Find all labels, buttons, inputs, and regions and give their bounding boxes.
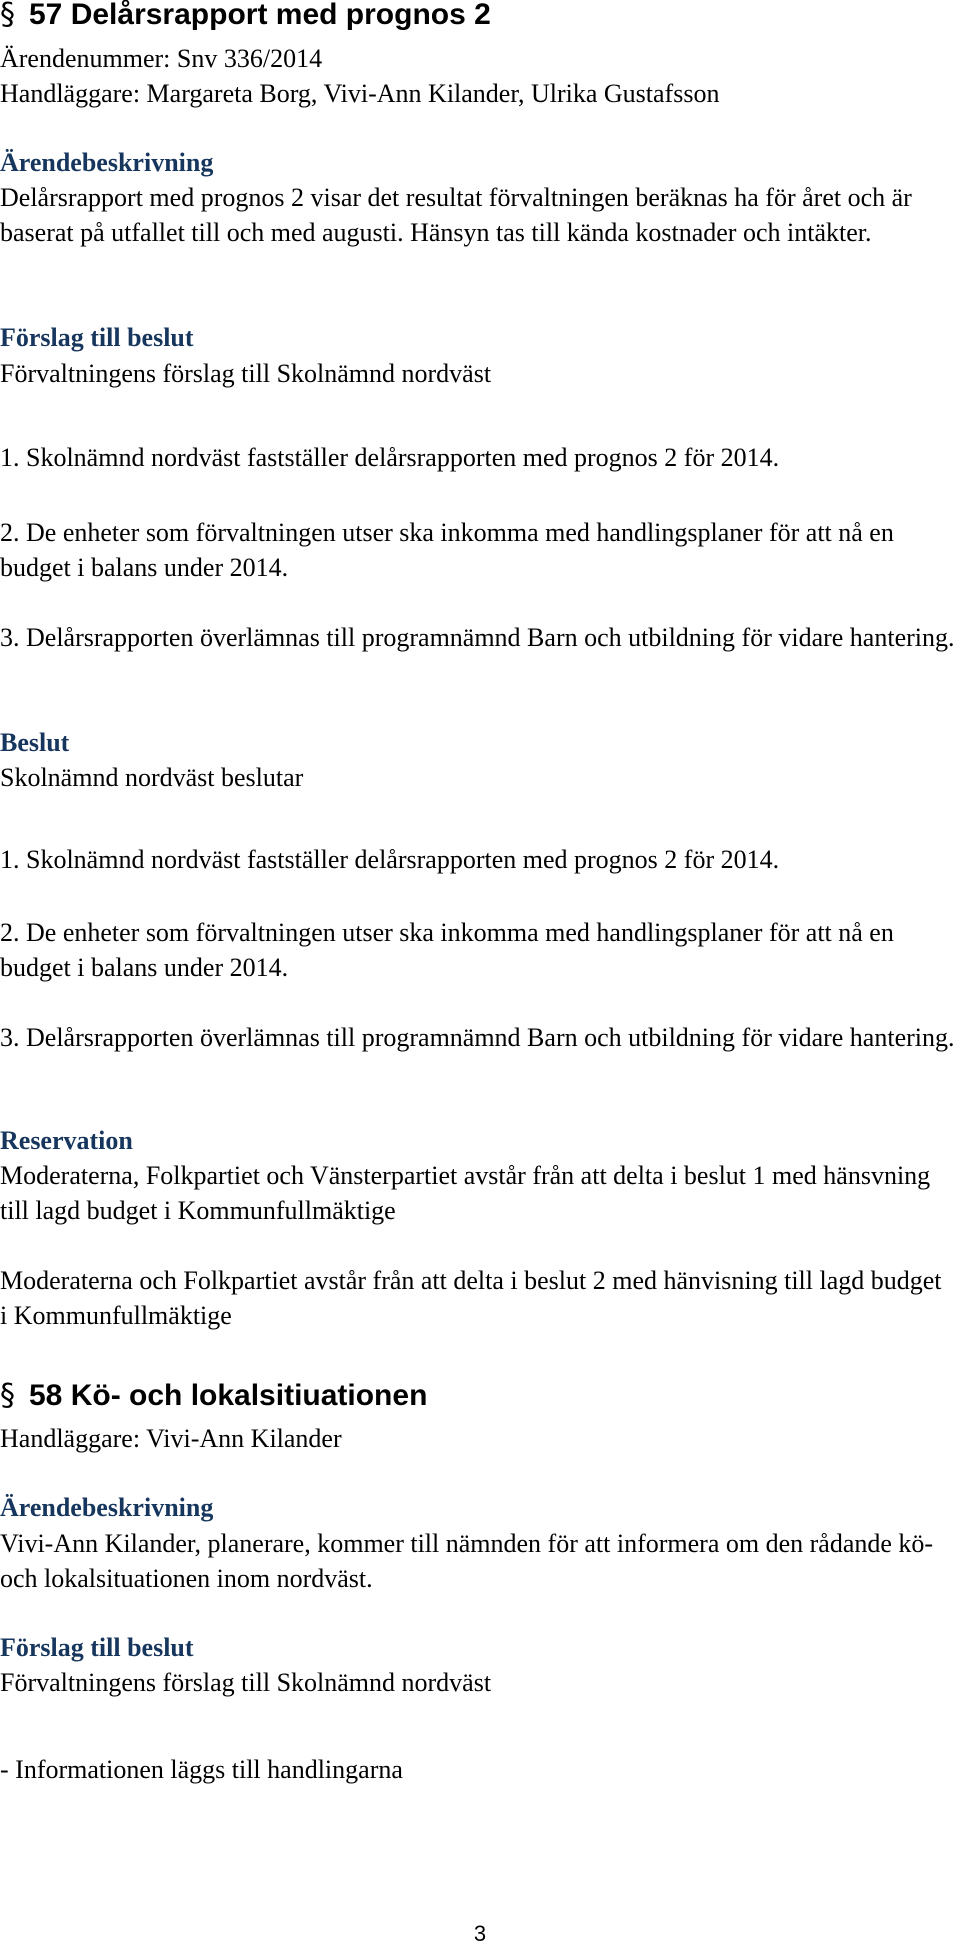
proposal-intro: Förvaltningens förslag till Skolnämnd nordväst: [0, 1668, 492, 1697]
reservation-heading: Reservation: [0, 1126, 133, 1155]
decision-item-3: 3. Delårsrapporten överlämnas till programnämnd Barn och utbildning för vidare hantering.: [0, 1023, 955, 1052]
section-symbol: §: [0, 0, 15, 32]
handlers: Handläggare: Margareta Borg, Vivi-Ann Kilander, Ulrika Gustafsson: [0, 79, 720, 108]
proposal-heading: Förslag till beslut: [0, 1633, 194, 1662]
section-58-title: § 58 Kö- och lokalsitiuationen: [0, 1378, 428, 1413]
decision-item-2: 2. De enheter som förvaltningen utser ska inkomma med handlingsplaner för att nå en budget i balans under 2014.: [0, 918, 894, 982]
description-heading: Ärendebeskrivning: [0, 148, 214, 177]
section-57-title: § 57 Delårsrapport med prognos 2: [0, 0, 955, 33]
section-symbol: §: [0, 1378, 15, 1413]
reservation-text-2: Moderaterna och Folkpartiet avstår från att delta i beslut 2 med hänvisning till lagd budget i Kommunfullmäktige: [0, 1266, 942, 1330]
proposal-heading: Förslag till beslut: [0, 323, 194, 352]
description-heading: Ärendebeskrivning: [0, 1493, 214, 1522]
decision-heading: Beslut: [0, 728, 70, 757]
case-number: Ärendenummer: Snv 336/2014: [0, 44, 323, 73]
proposal-item-3: 3. Delårsrapporten överlämnas till programnämnd Barn och utbildning för vidare hantering.: [0, 623, 955, 652]
decision-intro: Skolnämnd nordväst beslutar: [0, 763, 304, 792]
proposal-item-2: 2. De enheter som förvaltningen utser ska inkomma med handlingsplaner för att nå en budget i balans under 2014.: [0, 518, 894, 582]
description-text: Vivi-Ann Kilander, planerare, kommer till nämnden för att informera om den rådande kö- och lokalsituationen inom nordväst.: [0, 1529, 934, 1593]
page-number: 3: [473, 1921, 487, 1946]
reservation-text-1: Moderaterna, Folkpartiet och Vänsterpartiet avstår från att delta i beslut 1 med hänsvning till lagd budget i Kommunfullmäktige: [0, 1161, 931, 1225]
description-text: Delårsrapport med prognos 2 visar det resultat förvaltningen beräknas ha för året och är baserat på utfallet till och med augusti. Hänsyn tas till kända kostnader och intäkter.: [0, 183, 912, 247]
decision-item-1: 1. Skolnämnd nordväst fastställer delårsrapporten med prognos 2 för 2014.: [0, 845, 780, 874]
proposal-intro: Förvaltningens förslag till Skolnämnd nordväst: [0, 359, 492, 388]
proposal-item: - Informationen läggs till handlingarna: [0, 1755, 403, 1784]
proposal-item-1: 1. Skolnämnd nordväst fastställer delårsrapporten med prognos 2 för 2014.: [0, 443, 780, 472]
handlers: Handläggare: Vivi-Ann Kilander: [0, 1424, 342, 1453]
